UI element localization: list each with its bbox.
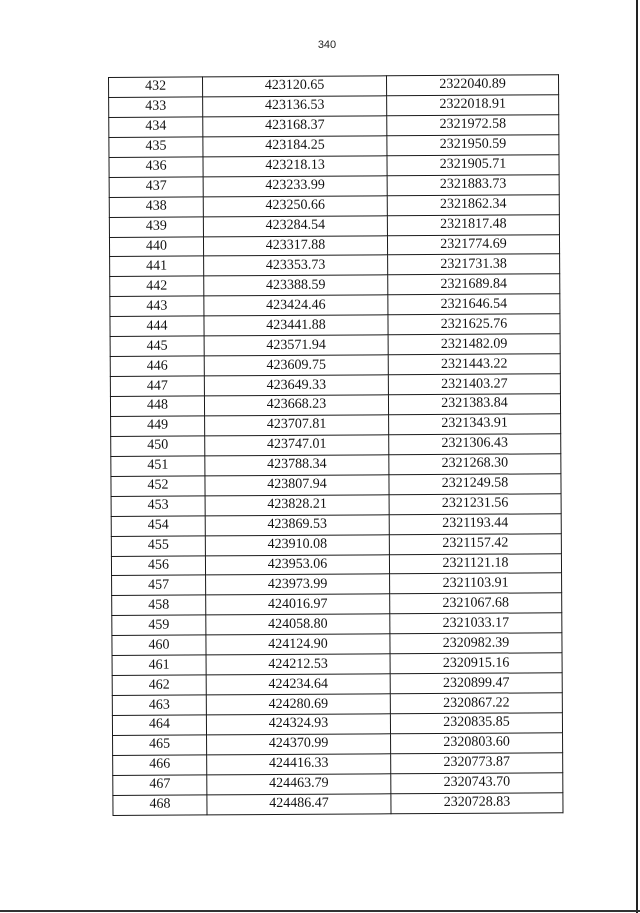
y-coordinate-cell: 2321817.48 — [387, 214, 559, 235]
table-row — [112, 613, 562, 636]
y-coordinate-cell: 2321950.59 — [387, 135, 559, 156]
x-coordinate-cell: 423807.94 — [205, 475, 389, 496]
point-number-cell: 441 — [110, 256, 204, 277]
point-number-cell: 435 — [109, 137, 203, 158]
point-number-cell: 456 — [111, 555, 205, 576]
table-row — [111, 473, 561, 496]
table-row — [112, 593, 562, 616]
point-number-cell: 432 — [109, 77, 203, 98]
x-coordinate-cell: 424370.99 — [207, 734, 391, 755]
point-number-cell: 459 — [112, 615, 206, 636]
y-coordinate-cell: 2321482.09 — [388, 334, 560, 355]
page-number: 340 — [317, 39, 337, 51]
page-edge-bottom — [0, 910, 640, 912]
y-coordinate-cell: 2321646.54 — [388, 294, 560, 315]
point-number-cell: 465 — [113, 735, 207, 756]
point-number-cell: 447 — [110, 376, 204, 397]
table-row — [113, 753, 563, 776]
y-coordinate-cell: 2321343.91 — [389, 414, 561, 435]
table-row — [109, 174, 559, 197]
table-row — [109, 154, 559, 177]
point-number-cell: 434 — [109, 117, 203, 138]
x-coordinate-cell: 424463.79 — [207, 774, 391, 795]
x-coordinate-cell: 423571.94 — [204, 335, 388, 356]
x-coordinate-cell: 423910.08 — [205, 534, 389, 555]
table-row — [111, 434, 561, 457]
point-number-cell: 451 — [111, 456, 205, 477]
x-coordinate-cell: 423953.06 — [205, 554, 389, 575]
point-number-cell: 445 — [110, 336, 204, 357]
point-number-cell: 467 — [113, 775, 207, 796]
x-coordinate-cell: 423250.66 — [203, 195, 387, 216]
y-coordinate-cell: 2321689.84 — [388, 274, 560, 295]
x-coordinate-cell: 423136.53 — [203, 96, 387, 117]
x-coordinate-cell: 423120.65 — [203, 76, 387, 97]
y-coordinate-cell: 2321306.43 — [389, 434, 561, 455]
y-coordinate-cell: 2321443.22 — [388, 354, 560, 375]
table-row — [109, 214, 559, 237]
point-number-cell: 444 — [110, 316, 204, 337]
point-number-cell: 455 — [111, 535, 205, 556]
y-coordinate-cell: 2321249.58 — [389, 473, 561, 494]
y-coordinate-cell: 2321774.69 — [387, 234, 559, 255]
y-coordinate-cell: 2322018.91 — [387, 95, 559, 116]
point-number-cell: 448 — [110, 396, 204, 417]
table-row — [113, 733, 563, 756]
x-coordinate-cell: 423424.46 — [204, 295, 388, 316]
x-coordinate-cell: 423353.73 — [204, 255, 388, 276]
point-number-cell: 442 — [110, 276, 204, 297]
point-number-cell: 460 — [112, 635, 206, 656]
x-coordinate-cell: 424058.80 — [206, 614, 390, 635]
table-row — [110, 334, 560, 357]
point-number-cell: 438 — [109, 197, 203, 218]
x-coordinate-cell: 424212.53 — [206, 654, 390, 675]
point-number-cell: 436 — [109, 157, 203, 178]
table-row — [110, 354, 560, 377]
point-number-cell: 458 — [112, 595, 206, 616]
x-coordinate-cell: 423828.21 — [205, 494, 389, 515]
y-coordinate-cell: 2320915.16 — [390, 653, 562, 674]
x-coordinate-cell: 423869.53 — [205, 514, 389, 535]
x-coordinate-cell: 424124.90 — [206, 634, 390, 655]
table-row — [109, 194, 559, 217]
y-coordinate-cell: 2321862.34 — [387, 194, 559, 215]
x-coordinate-cell: 423707.81 — [205, 415, 389, 436]
y-coordinate-cell: 2321103.91 — [390, 573, 562, 594]
point-number-cell: 439 — [109, 216, 203, 237]
y-coordinate-cell: 2320728.83 — [391, 792, 563, 813]
point-number-cell: 462 — [112, 675, 206, 696]
table-row — [111, 533, 561, 556]
point-number-cell: 453 — [111, 496, 205, 517]
y-coordinate-cell: 2320835.85 — [390, 713, 562, 734]
table-row — [112, 633, 562, 656]
y-coordinate-cell: 2320773.87 — [391, 753, 563, 774]
point-number-cell: 457 — [112, 575, 206, 596]
table-row — [109, 115, 559, 138]
point-number-cell: 466 — [113, 755, 207, 776]
x-coordinate-cell: 423609.75 — [204, 355, 388, 376]
x-coordinate-cell: 423284.54 — [203, 215, 387, 236]
page-edge-right — [636, 0, 638, 913]
point-number-cell: 452 — [111, 476, 205, 497]
y-coordinate-cell: 2321121.18 — [389, 553, 561, 574]
point-number-cell: 446 — [110, 356, 204, 377]
x-coordinate-cell: 424280.69 — [206, 694, 390, 715]
x-coordinate-cell: 424324.93 — [206, 714, 390, 735]
y-coordinate-cell: 2320803.60 — [391, 733, 563, 754]
table-row — [109, 75, 559, 98]
x-coordinate-cell: 423441.88 — [204, 315, 388, 336]
y-coordinate-cell: 2321883.73 — [387, 174, 559, 195]
x-coordinate-cell: 424416.33 — [207, 754, 391, 775]
table-row — [112, 673, 562, 696]
point-number-cell: 464 — [112, 715, 206, 736]
table-row — [113, 773, 563, 796]
y-coordinate-cell: 2322040.89 — [386, 75, 558, 96]
table-row — [113, 792, 563, 815]
coordinates-table-body — [109, 75, 563, 815]
y-coordinate-cell: 2320743.70 — [391, 773, 563, 794]
y-coordinate-cell: 2321625.76 — [388, 314, 560, 335]
point-number-cell: 450 — [111, 436, 205, 457]
x-coordinate-cell: 423973.99 — [206, 574, 390, 595]
y-coordinate-cell: 2321268.30 — [389, 454, 561, 475]
table-row — [112, 653, 562, 676]
y-coordinate-cell: 2320982.39 — [390, 633, 562, 654]
point-number-cell: 437 — [109, 177, 203, 198]
y-coordinate-cell: 2321731.38 — [388, 254, 560, 275]
coordinates-table-container — [108, 74, 563, 815]
table-row — [111, 513, 561, 536]
table-row — [111, 493, 561, 516]
y-coordinate-cell: 2321383.84 — [388, 394, 560, 415]
point-number-cell: 454 — [111, 516, 205, 537]
table-row — [110, 294, 560, 317]
x-coordinate-cell: 423747.01 — [205, 435, 389, 456]
coordinates-table — [108, 74, 564, 815]
table-row — [109, 135, 559, 158]
y-coordinate-cell: 2321193.44 — [389, 513, 561, 534]
point-number-cell: 440 — [109, 236, 203, 257]
point-number-cell: 443 — [110, 296, 204, 317]
point-number-cell: 433 — [109, 97, 203, 118]
table-row — [110, 374, 560, 397]
x-coordinate-cell: 424016.97 — [206, 594, 390, 615]
y-coordinate-cell: 2321972.58 — [387, 115, 559, 136]
table-row — [111, 454, 561, 477]
x-coordinate-cell: 424234.64 — [206, 674, 390, 695]
table-row — [110, 394, 560, 417]
x-coordinate-cell: 423218.13 — [203, 156, 387, 177]
table-row — [112, 713, 562, 736]
y-coordinate-cell: 2321905.71 — [387, 154, 559, 175]
table-row — [109, 234, 559, 257]
x-coordinate-cell: 423788.34 — [205, 455, 389, 476]
x-coordinate-cell: 423168.37 — [203, 116, 387, 137]
table-row — [112, 573, 562, 596]
x-coordinate-cell: 423233.99 — [203, 175, 387, 196]
table-row — [112, 693, 562, 716]
y-coordinate-cell: 2321231.56 — [389, 493, 561, 514]
x-coordinate-cell: 423649.33 — [204, 375, 388, 396]
table-row — [110, 274, 560, 297]
y-coordinate-cell: 2320867.22 — [390, 693, 562, 714]
x-coordinate-cell: 423317.88 — [203, 235, 387, 256]
x-coordinate-cell: 423668.23 — [204, 395, 388, 416]
x-coordinate-cell: 423184.25 — [203, 136, 387, 157]
y-coordinate-cell: 2321157.42 — [389, 533, 561, 554]
x-coordinate-cell: 424486.47 — [207, 794, 391, 815]
point-number-cell: 468 — [113, 795, 207, 816]
y-coordinate-cell: 2321067.68 — [390, 593, 562, 614]
table-row — [111, 553, 561, 576]
table-row — [110, 254, 560, 277]
point-number-cell: 463 — [112, 695, 206, 716]
table-row — [111, 414, 561, 437]
point-number-cell: 461 — [112, 655, 206, 676]
x-coordinate-cell: 423388.59 — [204, 275, 388, 296]
y-coordinate-cell: 2321033.17 — [390, 613, 562, 634]
y-coordinate-cell: 2321403.27 — [388, 374, 560, 395]
table-row — [110, 314, 560, 337]
y-coordinate-cell: 2320899.47 — [390, 673, 562, 694]
point-number-cell: 449 — [111, 416, 205, 437]
table-row — [109, 95, 559, 118]
